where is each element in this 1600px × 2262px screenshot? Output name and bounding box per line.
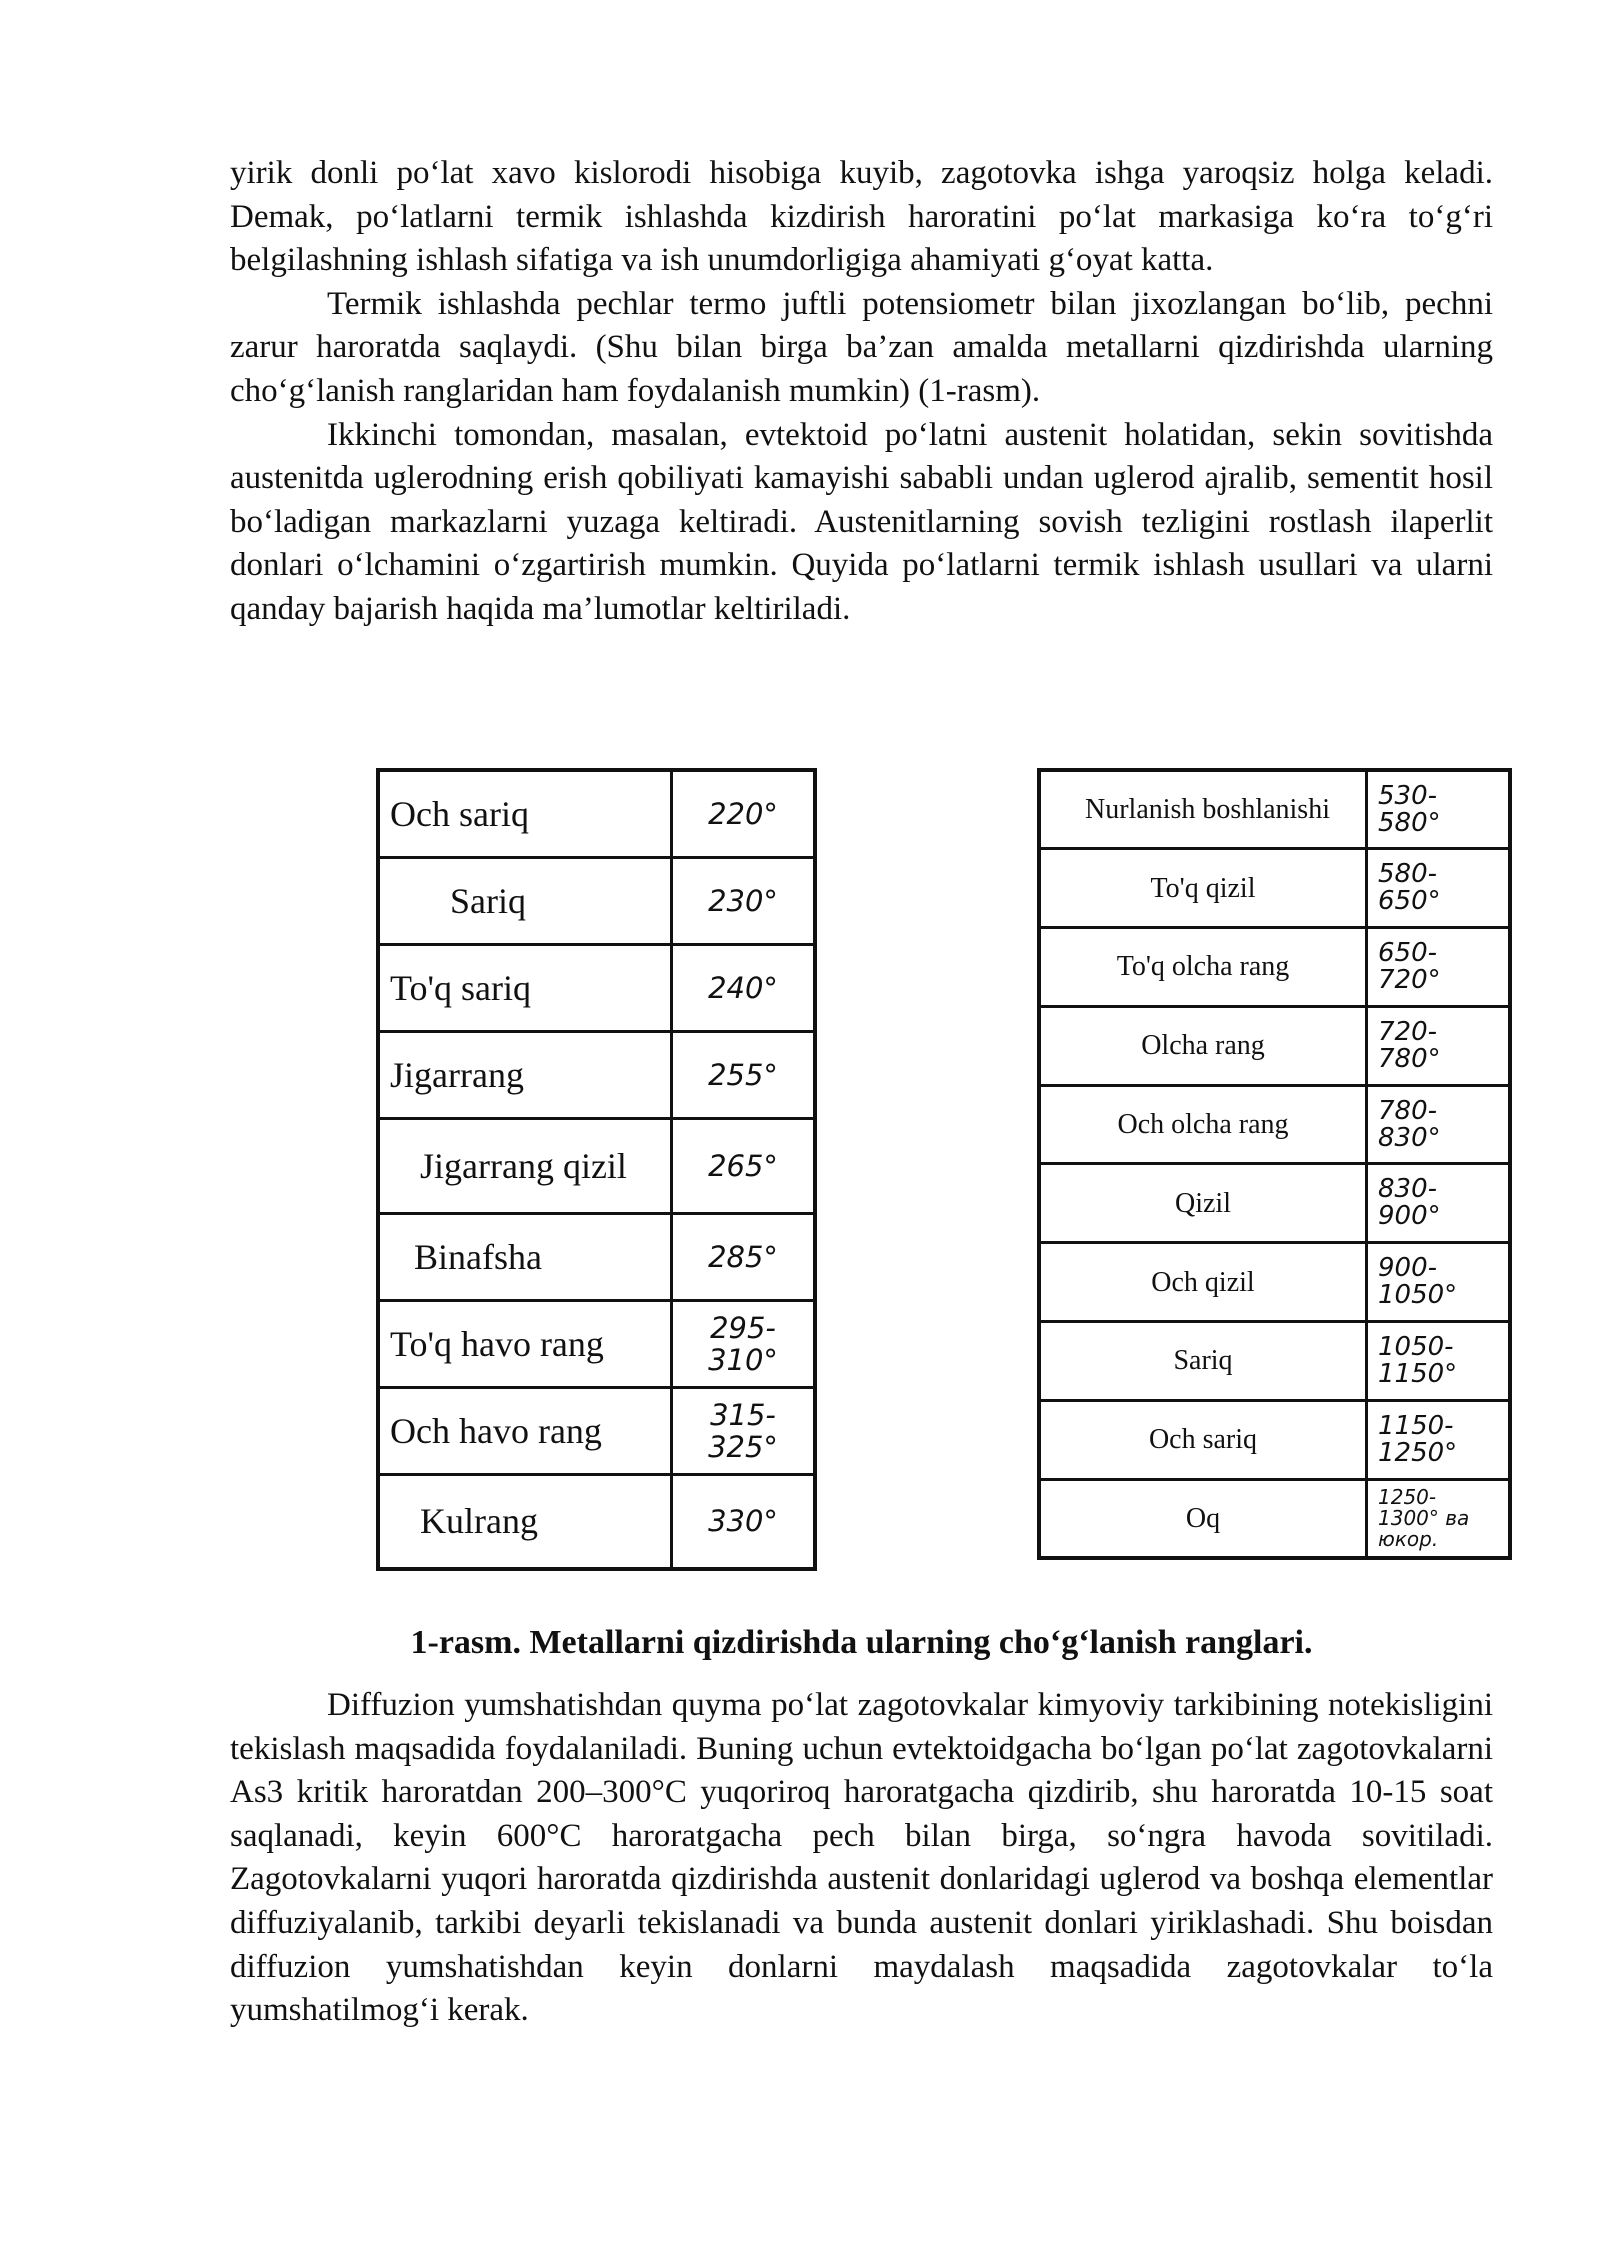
paragraph: Ikkinchi tomondan, masalan, evtektoid po‘latni austenit holatidan, sekin sovitishda austenitda uglerodning erish qobiliyati kamayishi sababli undan uglerod ajralib, sementit hosil bo‘ladigan markazlarni yuzaga keltiradi. Austenitlarning sovish tezligini rostlash ilaperlit donlari o‘lchamini o‘zgartirish mumkin. Quyida po‘latlarni termik ishlash usullari va ularni qanday bajarish haqida ma’lumotlar keltiriladi. — [230, 416, 1493, 627]
temperature: 1250- 1300° ва юкор. — [1367, 1479, 1511, 1558]
table-row — [1039, 1164, 1510, 1243]
color-name: Jigarrang — [378, 1031, 672, 1118]
table-row — [1039, 1085, 1510, 1164]
temperature: 240° — [672, 944, 816, 1031]
table-row — [378, 1387, 815, 1474]
figure-caption: 1-rasm. Metallarni qizdirishda ularning cho‘g‘lanish ranglari. — [410, 1624, 1313, 1661]
table-row — [378, 1213, 815, 1300]
temperature: 330° — [672, 1474, 816, 1569]
color-name: Olcha rang — [1039, 1006, 1367, 1085]
temperature: 315- 325° — [672, 1387, 816, 1474]
color-name: Och sariq — [1039, 1400, 1367, 1479]
temperature: 1150- 1250° — [1367, 1400, 1511, 1479]
table-row — [1039, 1243, 1510, 1322]
paragraph: Diffuzion yumshatishdan quyma po‘lat zagotovkalar kimyoviy tarkibining notekisligini tekislash maqsadida foydalaniladi. Buning uchun evtektoidgacha bo‘lgan po‘lat zagotovkalarni As3 kritik haroratdan 200–300°C yuqoriroq haroratgacha qizdirib, shu haroratda 10-15 soat saqlanadi, keyin 600°C haroratgacha pech bilan birga, so‘ngra havoda sovitiladi. Zagotovkalarni yuqori haroratda qizdirishda austenit donlaridagi uglerod va boshqa elementlar diffuziyalanib, tarkibi deyarli tekislanadi va bunda austenit donlari yiriklashadi. Shu boisdan diffuzion yumshatishdan keyin donlarni maydalash maqsadida zagotovkalar to‘la yumshatilmog‘i kerak. — [230, 1687, 1493, 2029]
table-row — [378, 944, 815, 1031]
color-name: Qizil — [1039, 1164, 1367, 1243]
table-row — [1039, 849, 1510, 928]
color-name: Och sariq — [378, 770, 672, 857]
color-name: Och havo rang — [378, 1387, 672, 1474]
table-row — [378, 1474, 815, 1569]
paragraph: Termik ishlashda pechlar termo juftli potensiometr bilan jixozlangan bo‘lib, pechni zarur haroratda saqlaydi. (Shu bilan birga ba’zan amalda metallarni qizdirishda ularning cho‘g‘lanish ranglaridan ham foydalanish mumkin) (1-rasm). — [230, 285, 1493, 409]
table-row — [1039, 1400, 1510, 1479]
temperature: 230° — [672, 857, 816, 944]
table-row — [378, 770, 815, 857]
color-name: Sariq — [1039, 1322, 1367, 1401]
temperature: 220° — [672, 770, 816, 857]
table-row — [378, 857, 815, 944]
color-name: Och qizil — [1039, 1243, 1367, 1322]
color-name: Jigarrang qizil — [378, 1118, 672, 1213]
table-row — [1039, 1479, 1510, 1558]
paragraph: yirik donli po‘lat xavo kislorodi hisobiga kuyib, zagotovka ishga yaroqsiz holga keladi. Demak, po‘latlarni termik ishlashda kizdirish haroratini po‘lat markasiga ko‘ra to‘g‘ri belgilashning ishlash sifatiga va ish unumdorligiga ahamiyati g‘oyat katta. — [230, 155, 1493, 279]
color-name: To'q olcha rang — [1039, 928, 1367, 1007]
color-name: To'q qizil — [1039, 849, 1367, 928]
temperature: 530- 580° — [1367, 770, 1511, 849]
color-name: Binafsha — [378, 1213, 672, 1300]
color-name: Nurlanish boshlanishi — [1039, 770, 1367, 849]
table-row — [378, 1118, 815, 1213]
temperature: 580- 650° — [1367, 849, 1511, 928]
temperature: 255° — [672, 1031, 816, 1118]
temperature: 830- 900° — [1367, 1164, 1511, 1243]
color-name: Sariq — [378, 857, 672, 944]
temperature: 900- 1050° — [1367, 1243, 1511, 1322]
temperature: 1050- 1150° — [1367, 1322, 1511, 1401]
text-block-bottom — [230, 1684, 1493, 2033]
color-name: Oq — [1039, 1479, 1367, 1558]
temperature: 285° — [672, 1213, 816, 1300]
table-row — [1039, 770, 1510, 849]
temperature: 650- 720° — [1367, 928, 1511, 1007]
color-name: Och olcha rang — [1039, 1085, 1367, 1164]
table-row — [1039, 928, 1510, 1007]
temperature: 780- 830° — [1367, 1085, 1511, 1164]
temperature: 295- 310° — [672, 1300, 816, 1387]
glow-colors-table-high — [1037, 768, 1512, 1560]
glow-colors-table-low — [376, 768, 817, 1571]
table-row — [1039, 1322, 1510, 1401]
temperature: 720- 780° — [1367, 1006, 1511, 1085]
text-block-top — [230, 152, 1493, 632]
table-row — [378, 1300, 815, 1387]
table-row — [1039, 1006, 1510, 1085]
temperature: 265° — [672, 1118, 816, 1213]
color-name: To'q sariq — [378, 944, 672, 1031]
table-row — [378, 1031, 815, 1118]
color-name: To'q havo rang — [378, 1300, 672, 1387]
color-name: Kulrang — [378, 1474, 672, 1569]
